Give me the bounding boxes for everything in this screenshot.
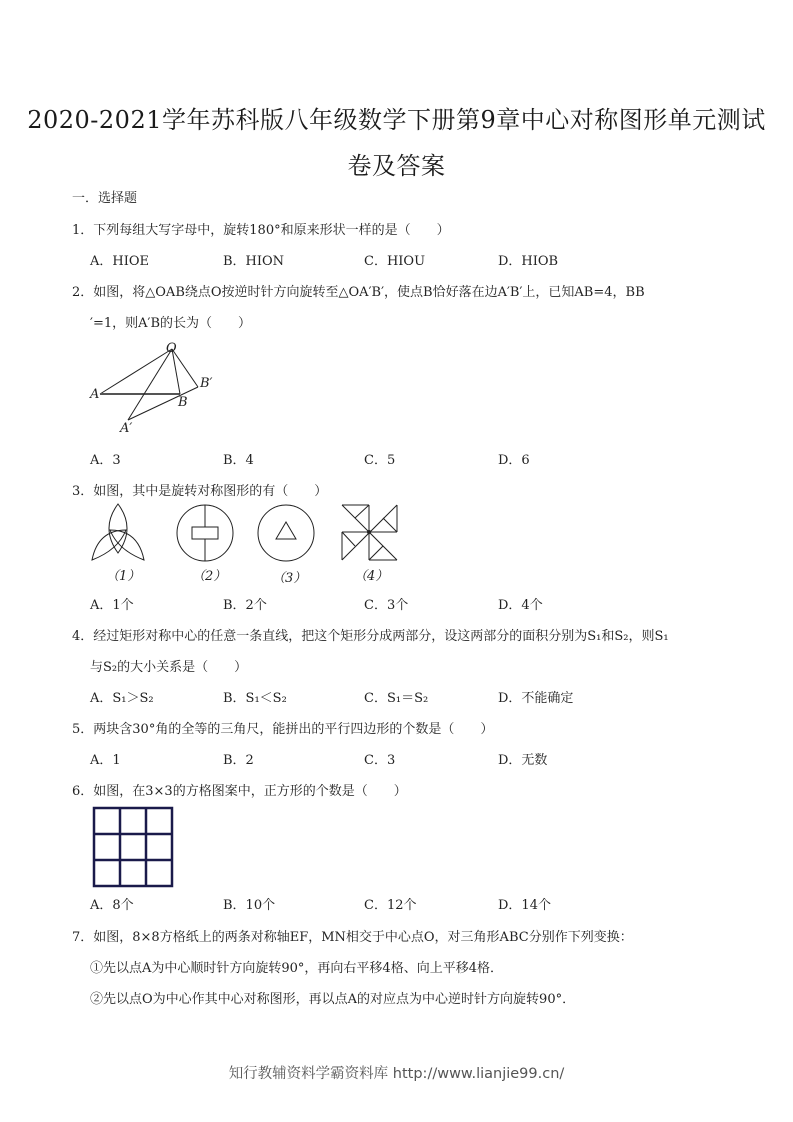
grid-3x3-figure xyxy=(92,806,174,888)
question-4-stem-line2: 与S₂的大小关系是（ ） xyxy=(90,660,248,675)
q4-option-a: A．S₁＞S₂ xyxy=(90,691,154,706)
q6-option-b: B．10个 xyxy=(223,898,276,913)
label-A: A xyxy=(90,387,100,402)
q6-option-d: D．14个 xyxy=(498,898,551,913)
question-5-stem: 5．两块含30°角的全等的三角尺，能拼出的平行四边形的个数是（ ） xyxy=(72,722,494,737)
q5-option-c: C．3 xyxy=(364,753,396,768)
q2-option-d: D．6 xyxy=(498,453,530,468)
footer-watermark: 知行教辅资料学霸资料库 http://www.lianjie99.cn/ xyxy=(228,1066,565,1082)
question-6-stem: 6．如图，在3×3的方格图案中，正方形的个数是（ ） xyxy=(72,784,407,799)
q1-option-d: D．HIOB xyxy=(498,254,559,269)
question-1-stem: 1．下列每组大写字母中，旋转180°和原来形状一样的是（ ） xyxy=(72,223,450,238)
caption-4: （4） xyxy=(354,569,389,584)
q1-option-b: B．HION xyxy=(223,254,285,269)
q5-option-b: B．2 xyxy=(223,753,254,768)
q6-option-c: C．12个 xyxy=(364,898,417,913)
q4-option-b: B．S₁＜S₂ xyxy=(223,691,287,706)
caption-2: （2） xyxy=(192,569,227,584)
caption-1: （1） xyxy=(106,569,141,584)
question-2-stem-line1: 2．如图，将△OAB绕点O按逆时针方向旋转至△OA′B′，使点B恰好落在边A′B′上，已知AB=4，BB xyxy=(72,285,645,300)
q5-option-d: D．无数 xyxy=(498,753,548,768)
question-7-sub2: ②先以点O为中心作其中心对称图形，再以点A的对应点为中心逆时针方向旋转90°． xyxy=(90,992,576,1007)
q3-option-d: D．4个 xyxy=(498,598,543,613)
question-2-stem-line2: ′=1，则A′B的长为（ ） xyxy=(90,316,252,331)
caption-3: （3） xyxy=(272,571,307,586)
q2-option-b: B．4 xyxy=(223,453,254,468)
q6-option-a: A．8个 xyxy=(90,898,134,913)
q3-option-b: B．2个 xyxy=(223,598,267,613)
document-title-line1: 2020-2021学年苏科版八年级数学下册第9章中心对称图形单元测试 xyxy=(27,106,766,134)
section-heading: 一．选择题 xyxy=(72,191,138,206)
q2-option-c: C．5 xyxy=(364,453,396,468)
rotation-symmetry-figures xyxy=(88,500,408,588)
question-3-stem: 3．如图，其中是旋转对称图形的有（ ） xyxy=(72,484,328,499)
label-B: B xyxy=(178,395,188,410)
label-B-prime: B′ xyxy=(200,376,213,391)
q3-option-c: C．3个 xyxy=(364,598,409,613)
question-7-stem: 7．如图，8×8方格纸上的两条对称轴EF，MN相交于中心点O，对三角形ABC分别作下列变换： xyxy=(72,930,633,945)
q3-option-a: A．1个 xyxy=(90,598,134,613)
q4-option-c: C．S₁＝S₂ xyxy=(364,691,429,706)
q5-option-a: A．1 xyxy=(90,753,121,768)
q1-option-a: A．HIOE xyxy=(90,254,150,269)
q1-option-c: C．HIOU xyxy=(364,254,426,269)
q4-option-d: D．不能确定 xyxy=(498,691,574,706)
document-title-line2: 卷及答案 xyxy=(347,152,446,180)
label-A-prime: A′ xyxy=(120,421,133,435)
rotation-triangle-figure xyxy=(88,340,218,435)
question-4-stem-line1: 4．经过矩形对称中心的任意一条直线，把这个矩形分成两部分，设这两部分的面积分别为S₁和S₂，则S₁ xyxy=(72,629,669,644)
q2-option-a: A．3 xyxy=(90,453,121,468)
question-7-sub1: ①先以点A为中心顺时针方向旋转90°，再向右平移4格、向上平移4格． xyxy=(90,961,503,976)
label-O: O xyxy=(166,341,177,356)
